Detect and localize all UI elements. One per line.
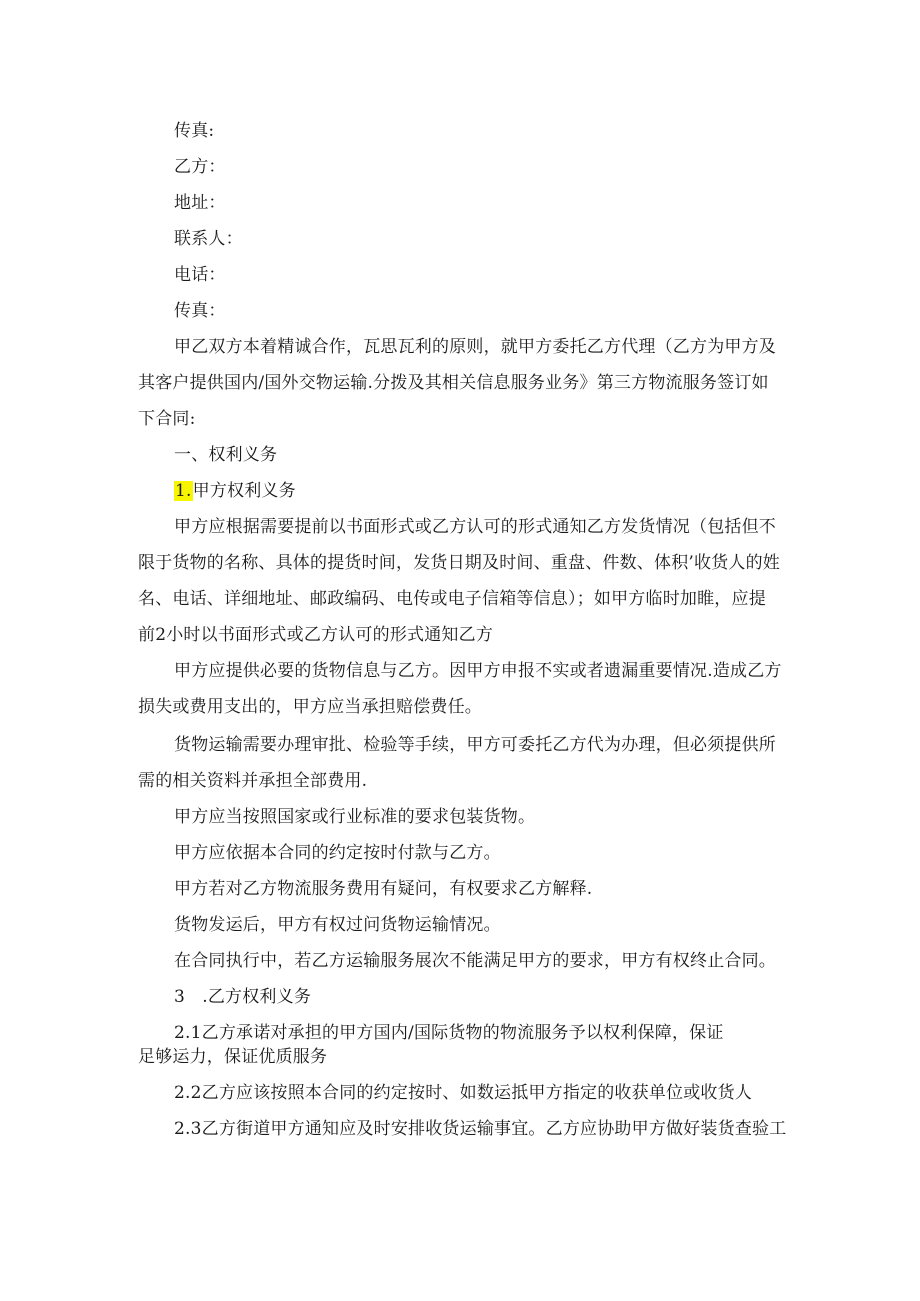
paragraph-line: 前2小时以书面形式或乙方认可的形式通知乙方 — [138, 625, 494, 645]
clause-line: 2.2乙方应该按照本合同的约定按时、如数运抵甲方指定的收获单位或收货人 — [174, 1083, 753, 1103]
clause-line: 足够运力，保证优质服务 — [138, 1047, 328, 1067]
paragraph-line: 需的相关资料并承担全部费用. — [138, 771, 368, 791]
paragraph-line: 甲方应提供必要的货物信息与乙方。因甲方申报不实或者遗漏重要情况.造成乙方 — [174, 661, 782, 681]
party-a-fax-label: 传真: — [174, 121, 215, 141]
subsection-heading: 3 .乙方权利义务 — [174, 987, 312, 1007]
party-b-address-label: 地址： — [174, 193, 226, 213]
preamble-line: 其客户提供国内/国外交物运输.分拨及其相关信息服务业务》第三方物流服务签订如 — [138, 373, 769, 393]
paragraph-line: 货物运输需要办理审批、检验等手续，甲方可委托乙方代为办理，但必须提供所 — [174, 735, 776, 755]
clause-line: 2.1乙方承诺对承担的甲方国内/国际货物的物流服务予以权利保障，保证 — [174, 1023, 724, 1043]
preamble-line: 下合同: — [138, 409, 196, 429]
paragraph-line: 甲方应当按照国家或行业标准的要求包装货物。 — [174, 807, 536, 827]
party-b-phone-label: 电话： — [174, 265, 226, 285]
subsection-title: 甲方权利义务 — [192, 481, 296, 501]
party-b-contact-label: 联系人： — [174, 229, 243, 249]
paragraph-line: 货物发运后，甲方有权过问货物运输情况。 — [174, 915, 501, 935]
paragraph-line: 损失或费用支出的，甲方应当承担赔偿费任。 — [138, 697, 482, 717]
section-heading: 一、权利义务 — [174, 445, 278, 465]
subsection-heading — [174, 480, 296, 502]
preamble-line: 甲乙双方本着精诚合作，瓦思瓦利的原则，就甲方委托乙方代理（乙方为甲方及 — [174, 337, 776, 357]
paragraph-line: 在合同执行中，若乙方运输服务展次不能满足甲方的要求，甲方有权终止合同。 — [174, 951, 776, 971]
paragraph-line: 甲方应依据本合同的约定按时付款与乙方。 — [174, 843, 501, 863]
party-b-fax-label: 传真： — [174, 301, 226, 321]
paragraph-line: 甲方若对乙方物流服务费用有疑问，有权要求乙方解释. — [174, 879, 593, 899]
party-b-label: 乙方： — [174, 157, 226, 177]
paragraph-line: 限于货物的名称、具体的提货时间，发货日期及时间、重盘、件数、体积’收货人的姓 — [138, 553, 781, 573]
clause-line: 2.3乙方街道甲方通知应及时安排收货运输事宜。乙方应协助甲方做好装货查验工 — [174, 1119, 787, 1139]
paragraph-line: 甲方应根据需要提前以书面形式或乙方认可的形式通知乙方发货情况（包括但不 — [174, 517, 776, 537]
paragraph-line: 名、电话、详细地址、邮政编码、电传或电子信箱等信息）；如甲方临时加睢，应提 — [138, 589, 766, 609]
highlighted-number: 1. — [175, 481, 192, 501]
